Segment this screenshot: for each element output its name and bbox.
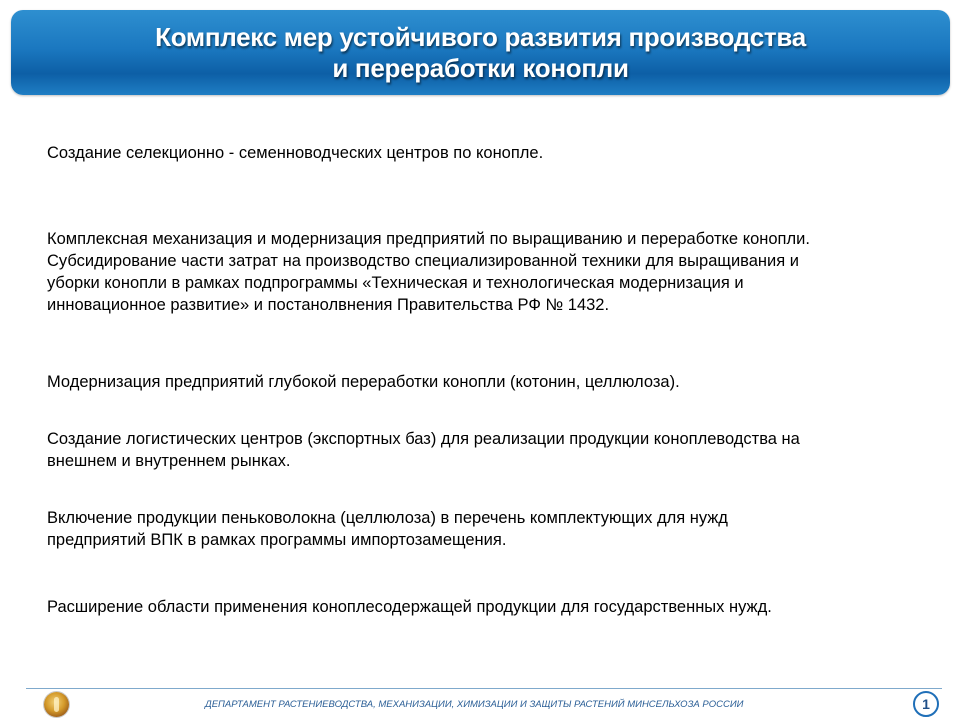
measure-item-deep-processing [47,371,927,393]
measure-text-line: внешнем и внутреннем рынках. [47,452,291,470]
measure-text-line: Комплексная механизация и модернизация предприятий по выращиванию и переработке конопли. [47,230,810,248]
measure-text-line: Создание логистических центров (экспортных баз) для реализации продукции коноплеводства на [47,430,800,448]
measure-text-line: Субсидирование части затрат на производство специализированной техники для выращивания и [47,252,799,270]
measure-text-line: Создание селекционно - семенноводческих центров по конопле. [47,144,544,162]
footer-divider [26,688,942,689]
measure-text-line: Расширение области применения коноплесодержащей продукции для государственных нужд. [47,598,772,616]
measure-text-line: Включение продукции пеньковолокна (целлюлоза) в перечень комплектующих для нужд [47,509,728,527]
measure-text-line: Модернизация предприятий глубокой переработки конопли (котонин, целлюлоза). [47,373,680,391]
slide-title-line-1: Комплекс мер устойчивого развития производства [155,21,806,52]
footer-department-name: ДЕПАРТАМЕНТ РАСТЕНИЕВОДСТВА, МЕХАНИЗАЦИИ, ХИМИЗАЦИИ И ЗАЩИТЫ РАСТЕНИЙ МИНСЕЛЬХОЗА РОССИИ [205,699,744,710]
measure-text-line: предприятий ВПК в рамках программы импортозамещения. [47,531,507,549]
measure-text-line: уборки конопли в рамках подпрограммы «Техническая и технологическая модернизация и [47,274,744,292]
slide-title-line-2: и переработки конопли [332,52,629,83]
measure-item-defense-components [47,507,927,551]
ministry-emblem-icon [44,692,69,717]
title-banner [11,10,950,95]
measure-item-mechanization [47,228,927,316]
measure-item-state-needs [47,596,927,618]
measure-item-breeding-centers [47,142,927,164]
page-number-badge: 1 [913,691,939,717]
measure-text-line: инновационное развитие» и постанолвнения Правительства РФ № 1432. [47,296,610,314]
measure-item-logistics-centers [47,428,927,472]
